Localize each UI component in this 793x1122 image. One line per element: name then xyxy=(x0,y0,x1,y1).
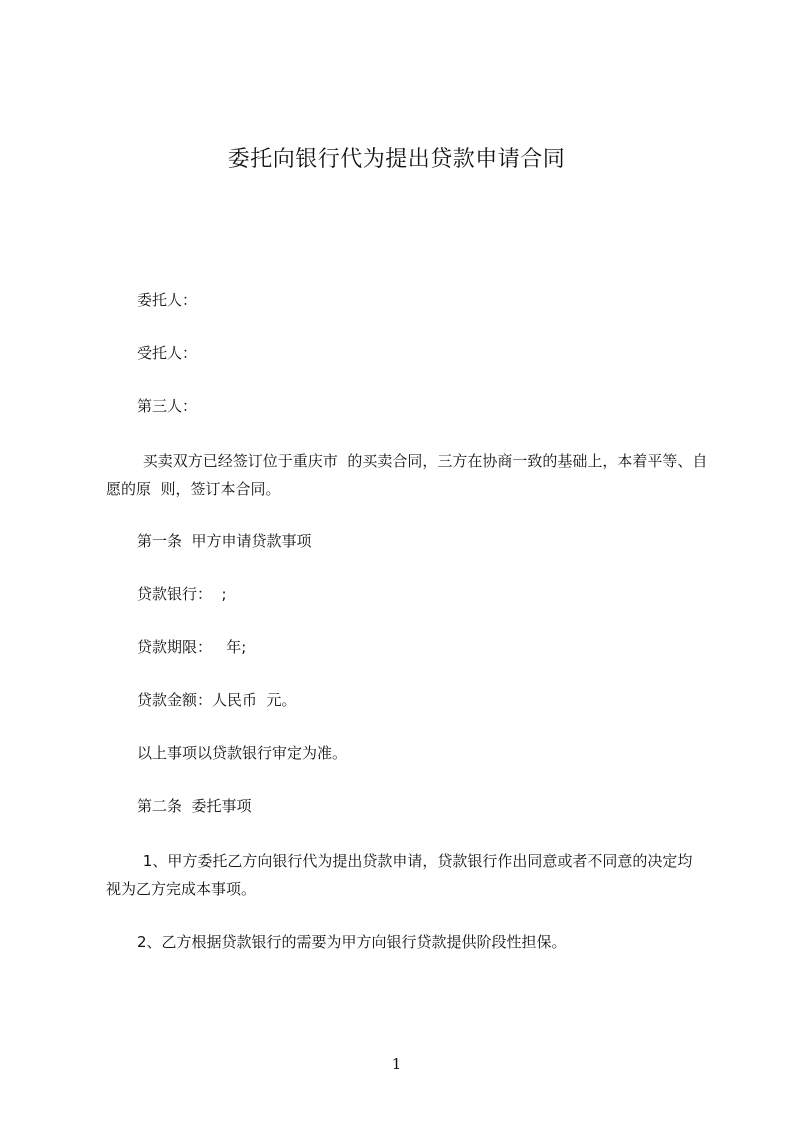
loan-bank-field: 贷款银行： ; xyxy=(137,585,227,603)
trustee-field: 受托人： xyxy=(137,344,198,362)
third-party-field: 第三人： xyxy=(137,397,198,415)
document-title: 委托向银行代为提出贷款申请合同 xyxy=(227,147,566,172)
article1-heading: 第一条 甲方申请贷款事项 xyxy=(137,532,312,550)
client-field: 委托人： xyxy=(137,291,198,309)
article1-note: 以上事项以贷款银行审定为准。 xyxy=(137,744,348,762)
article2-item1: 1、甲方委托乙方向银行代为提出贷款申请，贷款银行作出同意或者不同意的决定均 视为乙方完成本事项。 xyxy=(106,852,702,898)
loan-amount-field: 贷款金额：人民币 元。 xyxy=(137,691,297,709)
page-number: 1 xyxy=(391,1055,402,1073)
loan-term-field: 贷款期限： 年; xyxy=(137,638,247,656)
preamble-paragraph: 买卖双方已经签订位于重庆市 的买卖合同，三方在协商一致的基础上，本着平等、自愿的原 则，签订本合同。 xyxy=(106,452,708,498)
article2-heading: 第二条 委托事项 xyxy=(137,797,252,815)
article2-item2: 2、乙方根据贷款银行的需要为甲方向银行贷款提供阶段性担保。 xyxy=(137,933,567,951)
